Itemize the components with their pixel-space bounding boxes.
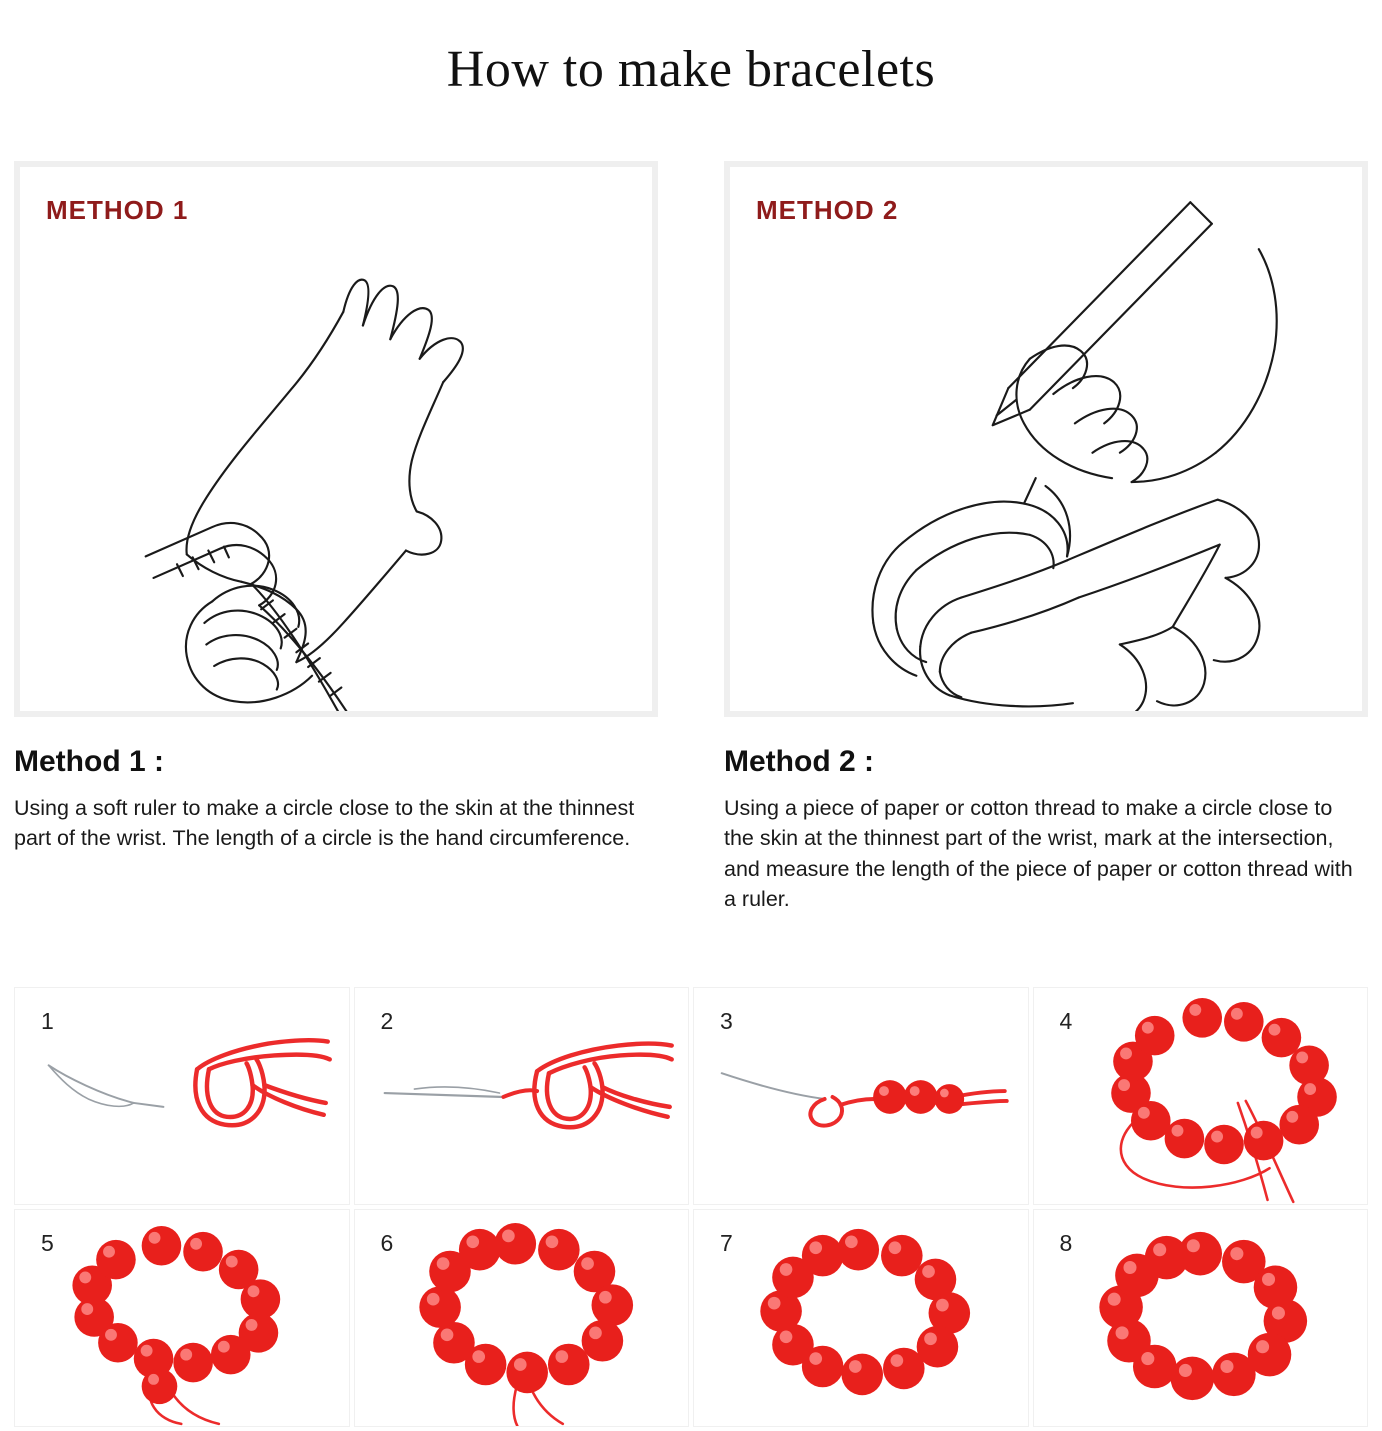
method-1-figure bbox=[14, 161, 658, 717]
method-1-body: Using a soft ruler to make a circle close to the skin at the thinnest part of the wrist. The length of a circle is the hand circumference. bbox=[14, 795, 635, 851]
method-1-tag: METHOD 1 bbox=[46, 194, 189, 225]
method-2-figure bbox=[724, 161, 1368, 717]
hand-marking-paper-strip-icon bbox=[730, 167, 1362, 711]
step-number-6: 6 bbox=[380, 1229, 394, 1256]
steps-row-top bbox=[14, 987, 1368, 1205]
method-2-tag: METHOD 2 bbox=[756, 194, 899, 225]
needle-and-folded-cord-icon bbox=[15, 988, 349, 1204]
step-number-3: 3 bbox=[720, 1007, 733, 1034]
step-number-2: 2 bbox=[380, 1007, 394, 1034]
step-number-7: 7 bbox=[720, 1229, 733, 1256]
step-cell-4 bbox=[1033, 987, 1369, 1205]
hand-with-soft-ruler-icon bbox=[20, 167, 652, 711]
beaded-ring-tightened-icon bbox=[355, 1210, 689, 1426]
method-column-1 bbox=[14, 161, 658, 915]
steps-row-bottom bbox=[14, 1209, 1368, 1427]
step-cell-8 bbox=[1033, 1209, 1369, 1427]
step-number-8: 8 bbox=[1059, 1229, 1073, 1256]
page-title: How to make bracelets bbox=[446, 40, 936, 98]
cord-threaded-through-needle-icon bbox=[355, 988, 689, 1204]
step-cell-1 bbox=[14, 987, 350, 1205]
methods-section bbox=[0, 133, 1382, 915]
method-2-body: Using a piece of paper or cotton thread to make a circle close to the skin at the thinnest part of the wrist, mark at the intersection, and measure the length of the piece of paper or cotton thread with a ruler. bbox=[724, 795, 1353, 912]
step-cell-5 bbox=[14, 1209, 350, 1427]
step-cell-7 bbox=[693, 1209, 1029, 1427]
beaded-ring-with-knot-ends-icon bbox=[15, 1210, 349, 1426]
finished-bracelet-trimmed-icon bbox=[694, 1210, 1028, 1426]
method-2-heading: Method 2 : bbox=[724, 744, 874, 778]
step-cell-3 bbox=[693, 987, 1029, 1205]
finished-bracelet-icon bbox=[1034, 1210, 1368, 1426]
step-number-1: 1 bbox=[41, 1007, 54, 1034]
method-1-heading: Method 1 : bbox=[14, 744, 164, 778]
step-cell-6 bbox=[354, 1209, 690, 1427]
method-column-2 bbox=[724, 161, 1368, 915]
step-number-4: 4 bbox=[1059, 1007, 1073, 1034]
beaded-loop-with-loose-ends-icon bbox=[1034, 988, 1368, 1204]
steps-grid bbox=[14, 987, 1368, 1431]
step-number-5: 5 bbox=[41, 1229, 54, 1256]
step-cell-2 bbox=[354, 987, 690, 1205]
beads-strung-on-cord-icon bbox=[694, 988, 1028, 1204]
infographic-page bbox=[0, 35, 1382, 1430]
